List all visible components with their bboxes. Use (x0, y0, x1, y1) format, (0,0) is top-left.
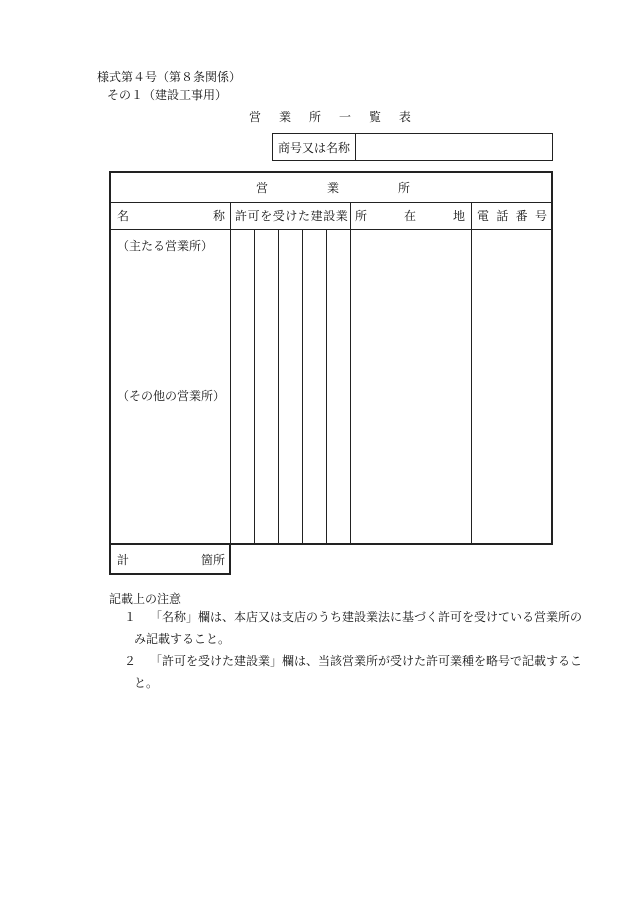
header-char: 業 (326, 181, 339, 195)
total-label (117, 552, 225, 568)
title-char: 覧 (368, 110, 381, 124)
col-header-address (355, 208, 465, 224)
address-cells[interactable] (355, 233, 467, 538)
title-char: 表 (398, 110, 411, 124)
table-divider (111, 229, 551, 230)
form-subtitle: その１（建設工事用） (107, 88, 228, 102)
header-char: 在 (403, 209, 416, 223)
table-divider (111, 202, 551, 203)
title-char: 一 (338, 110, 351, 124)
column-divider (350, 202, 351, 543)
column-divider (230, 202, 231, 543)
header-char: 称 (212, 209, 225, 223)
total-count-box (109, 543, 231, 575)
total-char: 計 (117, 553, 130, 567)
col-header-phone (477, 208, 547, 224)
column-divider (471, 202, 472, 543)
header-char: 地 (452, 209, 465, 223)
header-offices (256, 180, 410, 196)
notes-title: 記載上の注意 (109, 592, 182, 606)
office-list-table (109, 171, 553, 545)
title-char: 業 (278, 110, 291, 124)
header-char: 号 (534, 209, 547, 223)
header-char: 話 (496, 209, 509, 223)
title-char: 所 (308, 110, 321, 124)
header-char: 所 (397, 181, 410, 195)
header-char: 名 (117, 209, 130, 223)
row-label-main-office: （主たる営業所） (117, 239, 214, 253)
title-char: 営 (249, 110, 262, 124)
note-number: １ (124, 610, 137, 624)
header-char: 番 (515, 209, 528, 223)
header-char: 営 (256, 181, 269, 195)
total-char: 箇所 (200, 553, 225, 567)
note-item-2 (124, 650, 583, 694)
note-text: 「名称」欄は、本店又は支店のうち建設業法に基づく許可を受けている営業所の (150, 610, 583, 624)
phone-cells[interactable] (475, 233, 547, 538)
page-title (249, 109, 411, 125)
note-text-cont: と。 (134, 676, 159, 690)
col-header-permit: 許可を受けた建設業 (235, 209, 349, 223)
header-char: 所 (355, 209, 368, 223)
note-text: 「許可を受けた建設業」欄は、当該営業所が受けた許可業種を略号で記載するこ (150, 654, 583, 668)
form-number: 様式第４号（第８条関係） (97, 70, 242, 84)
row-label-other-office: （その他の営業所） (117, 389, 226, 403)
company-name-label: 商号又は名称 (273, 134, 356, 160)
permit-cells[interactable] (235, 233, 345, 538)
header-char: 電 (477, 209, 490, 223)
company-name-box (272, 133, 553, 161)
note-text-cont: み記載すること。 (134, 632, 231, 646)
note-item-1 (124, 606, 583, 650)
col-header-name (117, 208, 225, 224)
note-number: ２ (124, 654, 137, 668)
